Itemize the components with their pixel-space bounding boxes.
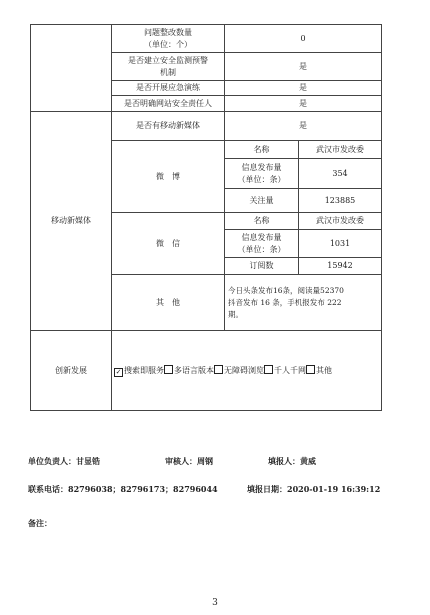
security-owner-value: 是	[225, 96, 382, 112]
weixin-label: 微 信	[112, 213, 225, 275]
option-accessible[interactable]: 无障碍浏览	[214, 366, 264, 375]
remarks: 备注：	[28, 518, 52, 528]
monitoring-value: 是	[225, 53, 382, 81]
weibo-posts-value: 354	[299, 159, 382, 189]
checkbox-checked-icon[interactable]: ✓	[115, 367, 122, 376]
weixin-name-value: 武汉市发改委	[299, 213, 382, 230]
fill-date: 填报日期：2020-01-19 16:39:12	[247, 484, 381, 494]
checkbox-icon[interactable]	[306, 365, 315, 374]
checkbox-icon[interactable]	[264, 365, 273, 374]
weixin-posts-value: 1031	[299, 230, 382, 258]
contact-phone: 联系电话：82796038；82796173；82796044	[28, 484, 218, 494]
weibo-name-label: 名称	[225, 141, 299, 159]
mobile-section-label: 移动新媒体	[31, 112, 112, 331]
other-text: 今日头条发布16条，阅读量52370 抖音发布 16 条，手机报发布 222 期。	[225, 275, 382, 331]
report-table	[30, 24, 382, 411]
weixin-posts-label: 信息发布量 （单位：条）	[225, 230, 299, 258]
drill-label: 是否开展应急演练	[112, 81, 225, 96]
reviewer: 审核人：周钢	[165, 456, 213, 466]
weixin-subs-value: 15942	[299, 258, 382, 275]
drill-value: 是	[225, 81, 382, 96]
issue-count-label: 问题整改数量 （单位：个）	[112, 25, 225, 53]
monitoring-label: 是否建立安全监测预警 机制	[112, 53, 225, 81]
responsible-person: 单位负责人：甘显锆	[28, 456, 100, 466]
weibo-label: 微 博	[112, 141, 225, 213]
option-personalized[interactable]: 千人千网	[264, 366, 306, 375]
option-multilang[interactable]: 多语言版本	[164, 366, 214, 375]
has-mobile-value: 是	[225, 112, 382, 141]
page-number: 3	[212, 598, 218, 608]
other-label: 其 他	[112, 275, 225, 331]
checkbox-icon[interactable]	[164, 365, 173, 374]
top-section-label-cell	[31, 25, 112, 112]
has-mobile-label: 是否有移动新媒体	[112, 112, 225, 141]
weixin-name-label: 名称	[225, 213, 299, 230]
innovation-label: 创新发展	[31, 331, 112, 411]
checkbox-icon[interactable]	[214, 365, 223, 374]
weibo-followers-value: 123885	[299, 189, 382, 213]
filler: 填报人：黄威	[268, 456, 316, 466]
weibo-posts-label: 信息发布量 （单位：条）	[225, 159, 299, 189]
issue-count-value: 0	[225, 25, 382, 53]
weibo-name-value: 武汉市发改委	[299, 141, 382, 159]
weixin-subs-label: 订阅数	[225, 258, 299, 275]
weibo-followers-label: 关注量	[225, 189, 299, 213]
security-owner-label: 是否明确网站安全责任人	[112, 96, 225, 112]
option-other[interactable]: 其他	[306, 366, 332, 375]
option-search[interactable]: ✓ 搜索即服务	[115, 365, 164, 376]
innovation-options	[112, 331, 382, 411]
